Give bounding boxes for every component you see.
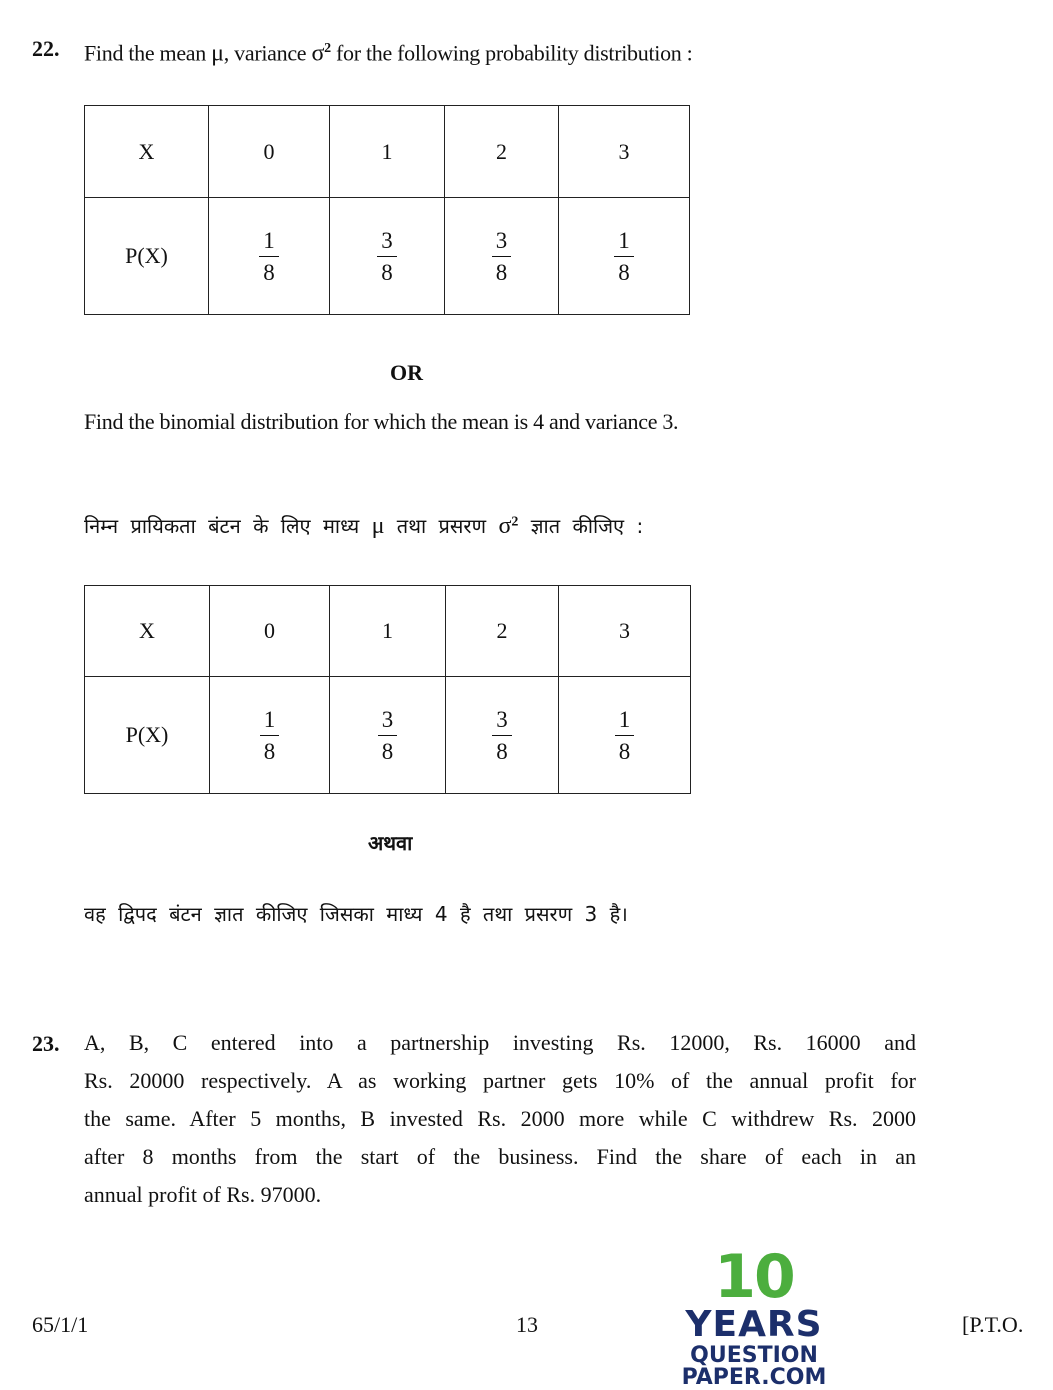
table-cell: 0 (210, 586, 330, 677)
denominator: 8 (495, 260, 508, 285)
fraction (492, 229, 512, 284)
alternate-question-hindi: वह द्विपद बंटन ज्ञात कीजिए जिसका माध्य 4 है तथा प्रसरण 3 है। (84, 902, 628, 926)
table-cell: 1 (330, 586, 446, 677)
page-number: 13 (516, 1312, 538, 1337)
question-22-text-a: Find the mean (84, 40, 212, 66)
squared-superscript-hindi: 2 (511, 514, 519, 530)
mu-symbol-hindi: μ (371, 513, 385, 539)
table-cell (209, 198, 330, 315)
table-cell: 3 (559, 586, 691, 677)
fraction (492, 708, 512, 763)
table-cell (330, 677, 446, 794)
table-cell: 3 (559, 106, 690, 198)
fraction (615, 708, 635, 763)
table-cell: 2 (446, 586, 559, 677)
denominator: 8 (618, 739, 631, 764)
numerator: 3 (492, 229, 512, 257)
table-row-x (85, 106, 690, 198)
question-22-text (84, 30, 692, 72)
table-cell: X (85, 106, 209, 198)
sigma-symbol: σ (311, 40, 325, 67)
denominator: 8 (263, 739, 276, 764)
question-23-line: after 8 months from the start of the business. Find the share of each in an (84, 1144, 916, 1169)
question-23-number: 23. (32, 1031, 60, 1056)
table-cell (210, 677, 330, 794)
numerator: 3 (378, 708, 398, 736)
mu-symbol: μ (211, 40, 224, 67)
table-cell (330, 198, 445, 315)
question-22-number: 22. (32, 36, 60, 61)
table-cell: P(X) (85, 677, 210, 794)
please-turn-over: [P.T.O. (962, 1312, 1024, 1337)
fraction (378, 708, 398, 763)
question-22-hindi (84, 512, 643, 540)
question-23-line: A, B, C entered into a partnership investing Rs. 12000, Rs. 16000 and (84, 1030, 916, 1055)
denominator: 8 (381, 260, 393, 285)
question-23-text (84, 1024, 916, 1214)
site-logo (618, 1242, 890, 1390)
hindi-text-a: निम्न प्रायिकता बंटन के लिए माध्य (84, 514, 372, 538)
numerator: 1 (259, 229, 279, 257)
table-row-px (85, 677, 691, 794)
numerator: 1 (260, 708, 280, 736)
question-23-line: the same. After 5 months, B invested Rs. 2000 more while C withdrew Rs. 2000 (84, 1106, 916, 1131)
table-row-px (85, 198, 690, 315)
numerator: 1 (615, 708, 635, 736)
numerator: 1 (614, 229, 634, 257)
alternate-question-english: Find the binomial distribution for which the mean is 4 and variance 3. (84, 409, 679, 434)
hindi-text-b: तथा प्रसरण (384, 514, 499, 538)
paper-code: 65/1/1 (32, 1312, 89, 1337)
question-22-text-c: for the following probability distribution : (330, 40, 693, 66)
logo-site-name: QUESTION PAPER.COM (681, 1343, 827, 1390)
question-23-line: annual profit of Rs. 97000. (84, 1182, 322, 1207)
squared-superscript: 2 (324, 41, 331, 56)
logo-ten: 10 (714, 1242, 794, 1312)
table-cell: P(X) (85, 198, 209, 315)
fraction (614, 229, 634, 284)
table-cell: 0 (209, 106, 330, 198)
denominator: 8 (496, 739, 508, 764)
denominator: 8 (263, 260, 275, 285)
table-cell (559, 677, 691, 794)
sigma-symbol-hindi: σ (498, 513, 512, 539)
denominator: 8 (381, 739, 394, 764)
fraction (260, 708, 280, 763)
fraction (377, 229, 397, 284)
table-cell (445, 198, 559, 315)
or-divider-hindi: अथवा (368, 831, 413, 855)
probability-table-english (84, 105, 690, 315)
table-cell: 1 (330, 106, 445, 198)
table-cell (559, 198, 690, 315)
table-cell: X (85, 586, 210, 677)
hindi-text-c: ज्ञात कीजिए : (518, 514, 644, 538)
question-22-text-b: , variance (223, 40, 312, 66)
question-23-line: Rs. 20000 respectively. A as working partner gets 10% of the annual profit for (84, 1068, 916, 1093)
numerator: 3 (492, 708, 512, 736)
or-divider: OR (390, 360, 423, 385)
numerator: 3 (377, 229, 397, 257)
table-cell (446, 677, 559, 794)
logo-years: YEARS (685, 1304, 823, 1345)
denominator: 8 (618, 260, 630, 285)
table-cell: 2 (445, 106, 559, 198)
probability-table-hindi (84, 585, 691, 794)
fraction (259, 229, 279, 284)
table-row-x (85, 586, 691, 677)
